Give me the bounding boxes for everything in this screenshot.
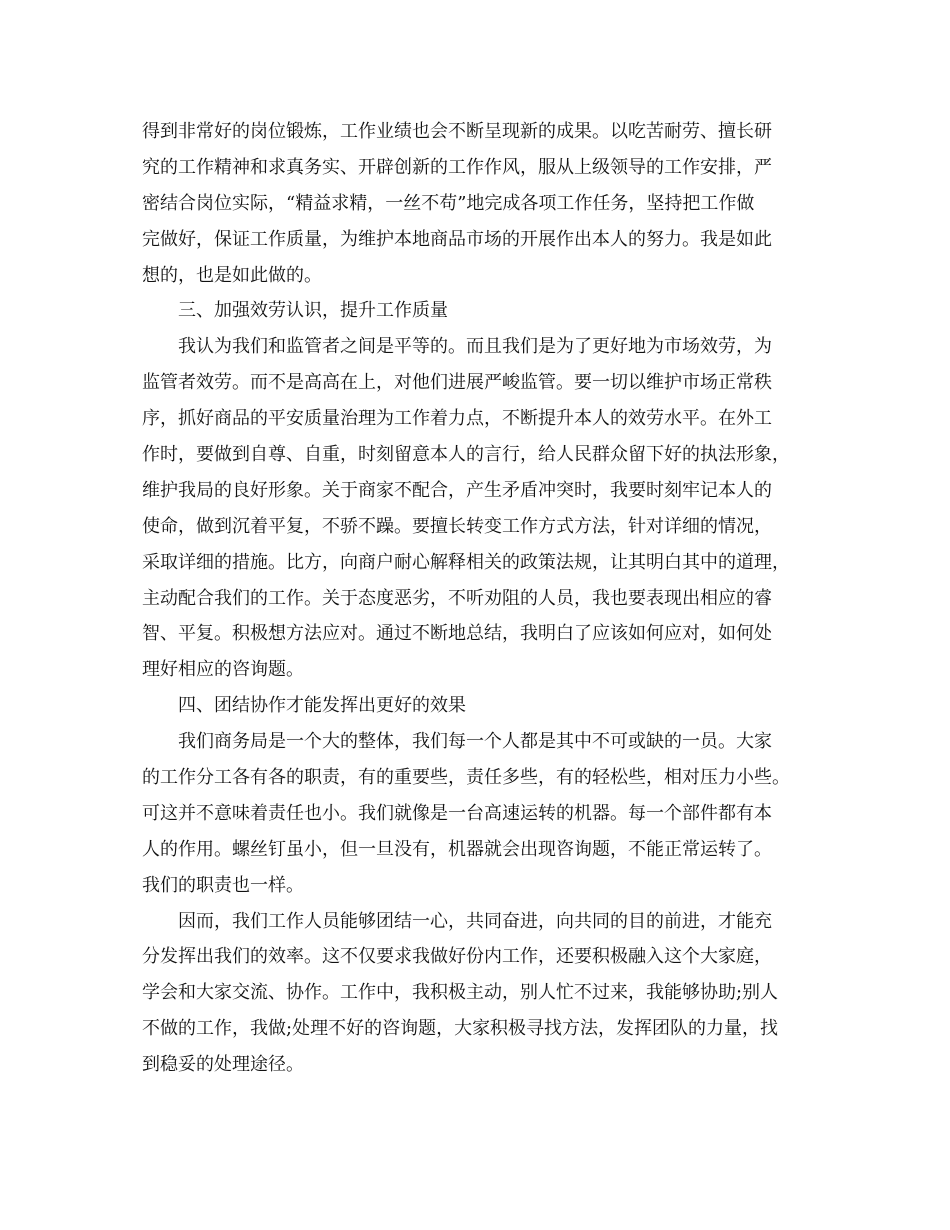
text-line: 究的工作精神和求真务实、开辟创新的工作作风，服从上级领导的工作安排，严 [142, 156, 772, 178]
paragraph-start-line: 三、加强效劳认识，提升工作质量 [178, 300, 448, 322]
paragraph-start-line: 因而，我们工作人员能够团结一心，共同奋进，向共同的目的前进，才能充 [178, 910, 772, 932]
text-line: 使命，做到沉着平复，不骄不躁。要擅长转变工作方式方法，针对详细的情况， [142, 515, 772, 537]
text-line: 我们的职责也一样。 [142, 874, 304, 896]
text-line: 理好相应的咨询题。 [142, 659, 304, 681]
text-line: 完做好，保证工作质量，为维护本地商品市场的开展作出本人的努力。我是如此 [142, 228, 772, 250]
text-line: 不做的工作，我做;处理不好的咨询题，大家积极寻找方法，发挥团队的力量，找 [142, 1018, 779, 1040]
text-line: 智、平复。积极想方法应对。通过不断地总结，我明白了应该如何应对，如何处 [142, 623, 772, 645]
document-body [142, 114, 807, 1083]
text-line: 序，抓好商品的平安质量治理为工作着力点，不断提升本人的效劳水平。在外工 [142, 408, 772, 430]
text-line: 监管者效劳。而不是高高在上，对他们进展严峻监管。要一切以维护市场正常秩 [142, 372, 772, 394]
text-line: 主动配合我们的工作。关于态度恶劣，不听劝阻的人员，我也要表现出相应的睿 [142, 587, 772, 609]
text-line: 人的作用。螺丝钉虽小，但一旦没有，机器就会出现咨询题，不能正常运转了。 [142, 838, 772, 860]
text-line: 分发挥出我们的效率。这不仅要求我做好份内工作，还要积极融入这个大家庭， [142, 946, 772, 968]
paragraph-start-line: 四、团结协作才能发挥出更好的效果 [178, 695, 466, 717]
text-line: 作时，要做到自尊、自重，时刻留意本人的言行，给人民群众留下好的执法形象， [142, 444, 790, 466]
paragraph-start-line: 我们商务局是一个大的整体，我们每一个人都是其中不可或缺的一员。大家 [178, 731, 772, 753]
text-line: 得到非常好的岗位锻炼，工作业绩也会不断呈现新的成果。以吃苦耐劳、擅长研 [142, 121, 772, 142]
text-line: 密结合岗位实际，“精益求精，一丝不苟”地完成各项工作任务，坚持把工作做 [142, 192, 755, 214]
text-line: 想的，也是如此做的。 [142, 264, 322, 286]
text-line: 采取详细的措施。比方，向商户耐心解释相关的政策法规，让其明白其中的道理， [142, 551, 790, 573]
text-line: 的工作分工各有各的职责，有的重要些，责任多些，有的轻松些，相对压力小些。 [142, 767, 790, 789]
text-line: 学会和大家交流、协作。工作中，我积极主动，别人忙不过来，我能够协助;别人 [142, 982, 779, 1004]
text-line: 到稳妥的处理途径。 [142, 1054, 304, 1076]
paragraph-start-line: 我认为我们和监管者之间是平等的。而且我们是为了更好地为市场效劳，为 [178, 336, 772, 358]
text-line: 维护我局的良好形象。关于商家不配合，产生矛盾冲突时，我要时刻牢记本人的 [142, 479, 772, 501]
text-line: 可这并不意味着责任也小。我们就像是一台高速运转的机器。每一个部件都有本 [142, 802, 772, 824]
